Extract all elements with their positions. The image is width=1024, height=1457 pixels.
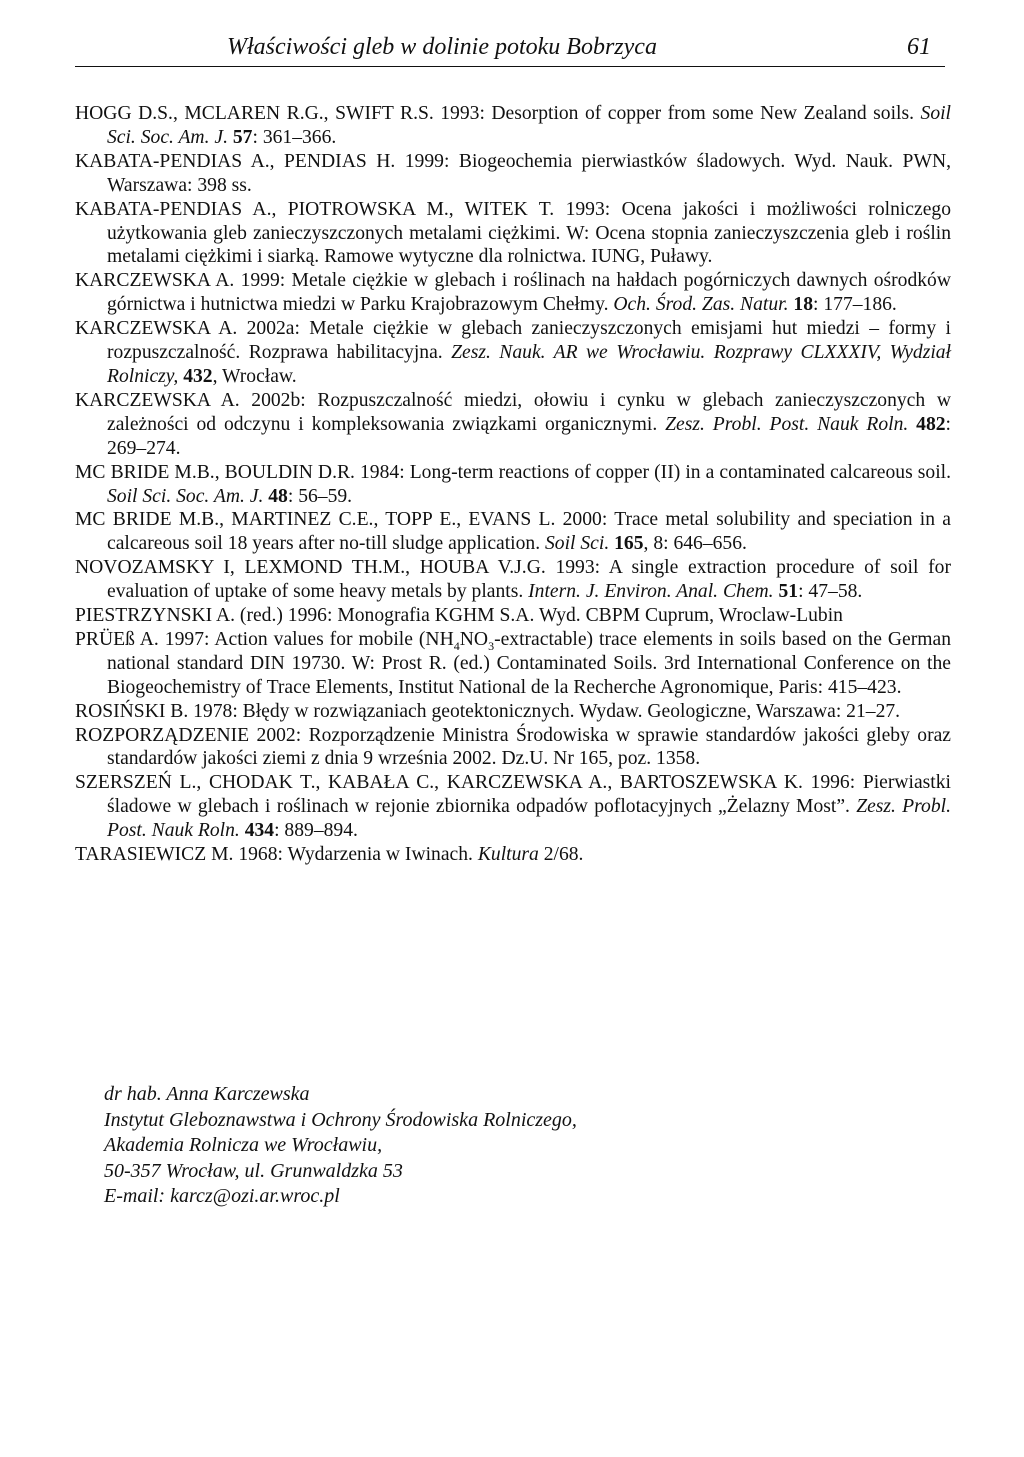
reference-item xyxy=(75,700,951,724)
reference-journal: Zesz. Nauk. AR we Wrocławiu. Rozprawy CLXXXIV, Wydział Rolniczy, xyxy=(107,342,952,387)
reference-journal: Och. Środ. Zas. Natur. xyxy=(613,294,789,316)
reference-volume: 165 xyxy=(609,533,644,555)
reference-journal: Kultura xyxy=(477,844,539,866)
reference-volume: 18 xyxy=(788,294,814,316)
reference-text: Błędy w rozwiązaniach geotektonicznych. Wydaw. Geologiczne, Warszawa: 21–27. xyxy=(242,700,901,722)
reference-item xyxy=(75,508,951,556)
reference-authors: ROZPORZĄDZENIE 2002: xyxy=(75,724,309,746)
reference-authors: KABATA-PENDIAS A., PENDIAS H. 1999: xyxy=(75,150,459,172)
reference-item xyxy=(75,198,951,270)
reference-journal: Zesz. Probl. Post. Nauk Roln. xyxy=(665,413,909,435)
reference-text: Long-term reactions of copper (II) in a contaminated calcareous soil. xyxy=(409,461,951,483)
reference-authors: PRÜEß A. 1997: xyxy=(75,628,215,650)
reference-volume: 482 xyxy=(908,413,946,435)
reference-pages: : 47–58. xyxy=(798,581,863,603)
reference-pages: : 177–186. xyxy=(813,294,897,316)
reference-authors: ROSIŃSKI B. 1978: xyxy=(75,700,243,722)
subscript: 3 xyxy=(488,638,495,653)
reference-text-middle: NO xyxy=(459,628,489,650)
reference-journal: Soil Sci. Soc. Am. J. xyxy=(107,485,264,507)
reference-text: Wydarzenia w Iwinach. xyxy=(287,844,478,866)
reference-volume: 51 xyxy=(773,581,799,603)
reference-text: Rozpuszczalność miedzi, ołowiu i cynku w glebach zanieczyszczonych w zależności od odczynu i kompleksowania związkami organicznymi. xyxy=(107,389,951,435)
reference-pages: , 8: 646–656. xyxy=(643,533,747,555)
reference-volume: 57 xyxy=(227,126,253,148)
reference-pages: , Wrocław. xyxy=(212,365,297,387)
reference-pages: 2/68. xyxy=(538,844,584,866)
reference-text: Biogeochemia pierwiastków śladowych. Wyd. Nauk. PWN, Warszawa: 398 ss. xyxy=(107,150,951,196)
reference-journal: Soil Sci. Soc. Am. J. xyxy=(107,103,951,148)
reference-text: A single extraction procedure of soil for evaluation of uptake of some heavy metals by plants. xyxy=(107,557,952,603)
reference-item xyxy=(75,604,951,628)
reference-pages: : 56–59. xyxy=(287,485,353,507)
reference-journal: Intern. J. Environ. Anal. Chem. xyxy=(528,581,774,603)
reference-journal: Zesz. Probl. Post. Nauk Roln. xyxy=(107,796,951,842)
reference-item xyxy=(75,771,951,843)
reference-volume: 432 xyxy=(178,365,213,387)
reference-item xyxy=(75,628,951,700)
reference-item xyxy=(75,389,951,461)
reference-text: Rozporządzenie Ministra Środowiska w sprawie standardów jakości gleby oraz standardów jakości ziemi z dnia 9 września 2002. Dz.U. Nr 165, poz. 1358. xyxy=(107,724,951,770)
reference-authors: KARCZEWSKA A. 1999: xyxy=(75,270,292,292)
reference-pages: : 361–366. xyxy=(252,126,337,148)
author-academy: Akademia Rolnicza we Wrocławiu, xyxy=(104,1134,383,1156)
reference-pages: : 269–274. xyxy=(107,413,951,459)
reference-item xyxy=(75,461,951,509)
page-number: 61 xyxy=(907,34,931,60)
author-email: E-mail: karcz@ozi.ar.wroc.pl xyxy=(104,1185,340,1207)
reference-text: Trace metal solubility and speciation in a calcareous soil 18 years after no-till sludge application. xyxy=(107,509,951,555)
author-affiliation xyxy=(104,1082,577,1210)
reference-authors: NOVOZAMSKY I, LEXMOND TH.M., HOUBA V.J.G. 1993: xyxy=(75,557,609,579)
reference-journal: Soil Sci. xyxy=(545,533,610,555)
author-institute: Instytut Gleboznawstwa i Ochrony Środowiska Rolniczego, xyxy=(104,1108,577,1131)
author-name: dr hab. Anna Karczewska xyxy=(104,1083,310,1105)
reference-text-start: Action values for mobile (NH xyxy=(214,628,454,650)
reference-authors: KARCZEWSKA A. 2002b: xyxy=(75,389,318,411)
reference-authors: MC BRIDE M.B., BOULDIN D.R. 1984: xyxy=(75,461,410,483)
reference-item xyxy=(75,724,951,772)
reference-authors: MC BRIDE M.B., MARTINEZ C.E., TOPP E., EVANS L. 2000: xyxy=(75,509,615,531)
reference-authors: HOGG D.S., MCLAREN R.G., SWIFT R.S. 1993: xyxy=(75,103,492,124)
reference-text: Metale ciężkie w glebach i roślinach na hałdach pogórniczych dawnych ośrodków górnictwa i hutnictwa miedzi w Parku Krajobrazowym Chełmy. xyxy=(107,270,952,316)
reference-authors: SZERSZEŃ L., CHODAK T., KABAŁA C., KARCZEWSKA A., BARTOSZEWSKA K. 1996: xyxy=(75,772,863,794)
reference-item xyxy=(75,150,951,198)
reference-text: Monografia KGHM S.A. Wyd. CBPM Cuprum, Wroclaw-Lubin xyxy=(337,605,843,627)
reference-text: -extractable) trace elements in soils based on the German national standard DIN 19730. W: Prost R. (ed.) Contaminated Soils. 3rd International Conference on the Biogeochemistry of Trace Elements, Institut National de la Recherche Agronomique, Paris: 415–423. xyxy=(107,628,952,698)
reference-authors: KABATA-PENDIAS A., PIOTROWSKA M., WITEK T. 1993: xyxy=(75,198,622,220)
reference-pages: : 889–894. xyxy=(274,820,358,842)
reference-authors: TARASIEWICZ M. 1968: xyxy=(75,844,288,866)
author-address: 50-357 Wrocław, ul. Grunwaldzka 53 xyxy=(104,1159,403,1182)
reference-authors: KARCZEWSKA A. 2002a: xyxy=(75,318,310,340)
reference-item xyxy=(75,317,951,389)
reference-item xyxy=(75,269,951,317)
reference-volume: 48 xyxy=(263,485,288,507)
reference-item xyxy=(75,556,951,604)
reference-text: Pierwiastki śladowe w glebach i roślinach w rejonie zbiornika odpadów poflotacyjnych „Żelazny Most”. xyxy=(107,772,951,818)
running-title: Właściwości gleb w dolinie potoku Bobrzyca xyxy=(227,34,657,60)
reference-list xyxy=(75,102,951,867)
running-header xyxy=(75,30,945,67)
reference-text: Metale ciężkie w glebach zanieczyszczonych emisjami hut miedzi – formy i rozpuszczalność. Rozprawa habilitacyjna. xyxy=(107,318,951,364)
reference-text: Ocena jakości i możliwości rolniczego użytkowania gleb zanieczyszczonych metalami ciężkimi. W: Ocena stopnia zanieczyszczenia gleb i roślin metalami ciężkimi i siarką. Ramowe wytyczne dla rolnictwa. IUNG, Puławy. xyxy=(107,198,951,268)
reference-item xyxy=(75,843,951,867)
reference-authors: PIESTRZYNSKI A. (red.) 1996: xyxy=(75,605,338,627)
subscript: 4 xyxy=(453,638,460,653)
reference-item xyxy=(75,102,951,150)
reference-text: Desorption of copper from some New Zealand soils. xyxy=(491,103,921,124)
reference-volume: 434 xyxy=(239,820,275,842)
